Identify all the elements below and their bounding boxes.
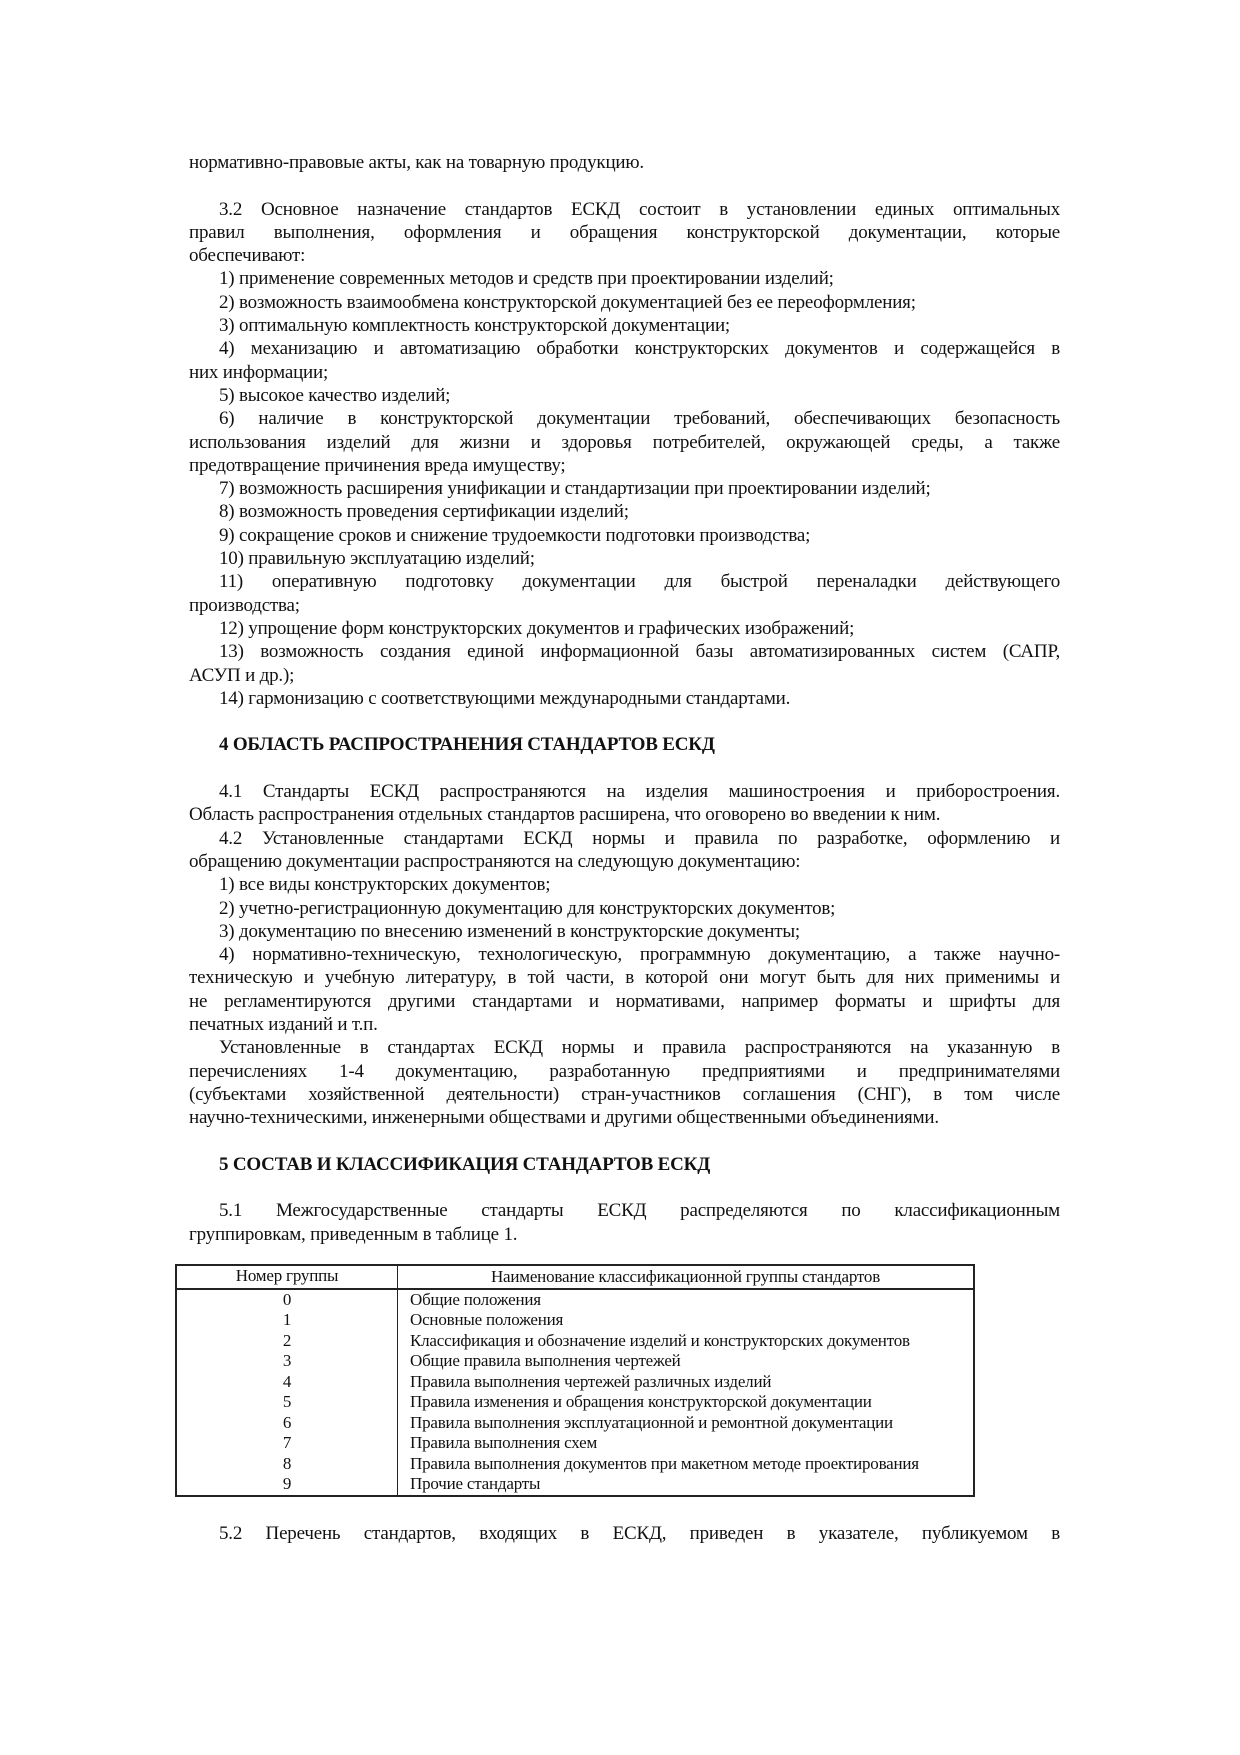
list-item: [189, 384, 1060, 407]
table-row: [176, 1289, 974, 1311]
paragraph-line: Установленные в стандартах ЕСКД нормы и правила распространяются на указанную в: [219, 1037, 1060, 1059]
paragraph-line: 3) документацию по внесению изменений в конструкторские документы;: [219, 920, 800, 942]
paragraph-line: печатных изданий и т.п.: [189, 1013, 378, 1035]
table-header-row: [176, 1265, 974, 1289]
table-row: [176, 1310, 974, 1331]
classification-table: [175, 1264, 975, 1497]
section-heading-5: 5 СОСТАВ И КЛАССИФИКАЦИЯ СТАНДАРТОВ ЕСКД: [219, 1153, 711, 1175]
group-name-cell: Правила выполнения эксплуатационной и ремонтной документации: [410, 1412, 893, 1432]
paragraph-line: производства;: [189, 594, 300, 616]
paragraph-line: 14) гармонизацию с соответствующими международными стандартами.: [219, 687, 791, 709]
paragraph-line: обеспечивают:: [189, 245, 306, 267]
table-header-cell: Номер группы: [176, 1265, 398, 1289]
list-item: [189, 547, 1060, 570]
paragraph-line: 2) возможность взаимообмена конструкторской документацией без ее переоформления;: [219, 291, 916, 313]
paragraph-line: 5.1 Межгосударственные стандарты ЕСКД распределяются по классификационным: [219, 1200, 1060, 1222]
paragraph-line: (субъектами хозяйственной деятельности) стран-участников соглашения (СНГ), в том числе: [189, 1083, 1060, 1105]
paragraph: [189, 780, 1060, 827]
paragraph-line: научно-техническими, инженерными обществами и другими общественными объединениями.: [189, 1107, 939, 1129]
list-item: [189, 524, 1060, 547]
group-number-cell: 8: [176, 1454, 398, 1475]
paragraph-line: правил выполнения, оформления и обращения конструкторской документации, которые: [189, 221, 1060, 243]
table-row: [176, 1392, 974, 1413]
paragraph-line: 10) правильную эксплуатацию изделий;: [219, 548, 535, 570]
paragraph-line: 4.1 Стандарты ЕСКД распространяются на изделия машиностроения и приборостроения.: [219, 781, 1060, 803]
blank-line: [189, 1176, 1060, 1199]
paragraph-line: них информации;: [189, 361, 329, 383]
paragraph-line: 8) возможность проведения сертификации изделий;: [219, 501, 629, 523]
paragraph-line: 12) упрощение форм конструкторских документов и графических изображений;: [219, 617, 855, 639]
blank-line: [189, 710, 1060, 733]
paragraph-line: 5) высокое качество изделий;: [219, 384, 451, 406]
paragraph: [189, 897, 1060, 920]
list-item: [189, 477, 1060, 500]
group-number-cell: 7: [176, 1433, 398, 1454]
paragraph-line: не регламентируются другими стандартами и нормативами, например форматы и шрифты для: [189, 990, 1060, 1012]
list-item: [189, 407, 1060, 477]
list-item: [189, 617, 1060, 640]
list-item: [189, 337, 1060, 384]
group-number-cell: 2: [176, 1331, 398, 1352]
table-row: [176, 1474, 974, 1496]
list-item: [189, 314, 1060, 337]
group-number-cell: 3: [176, 1351, 398, 1372]
paragraph: [189, 873, 1060, 896]
paragraph-line: АСУП и др.);: [189, 664, 295, 686]
table-row: [176, 1413, 974, 1434]
group-number-cell: 5: [176, 1392, 398, 1413]
paragraph-line: 1) все виды конструкторских документов;: [219, 874, 551, 896]
paragraph-line: 4.2 Установленные стандартами ЕСКД нормы и правила по разработке, оформлению и: [219, 827, 1060, 849]
blank-line: [189, 174, 1060, 197]
group-name-cell: Правила выполнения схем: [410, 1433, 598, 1453]
paragraph-line: использования изделий для жизни и здоровья потребителей, окружающей среды, а также: [189, 431, 1060, 453]
paragraph-line: 7) возможность расширения унификации и стандартизации при проектировании изделий;: [219, 478, 931, 500]
paragraph-5-1: [189, 1199, 1060, 1246]
paragraph-line: 1) применение современных методов и средств при проектировании изделий;: [219, 268, 834, 290]
paragraph-line: 4) нормативно-техническую, технологическую, программную документацию, а также научно-: [219, 944, 1060, 966]
blank-line: [189, 757, 1060, 780]
group-number-cell: 0: [176, 1289, 398, 1311]
group-number-cell: 6: [176, 1413, 398, 1434]
paragraph-line: 2) учетно-регистрационную документацию для конструкторских документов;: [219, 897, 836, 919]
group-name-cell: Правила выполнения документов при макетном методе проектирования: [410, 1453, 919, 1473]
paragraph: [189, 827, 1060, 874]
paragraph-line: 3) оптимальную комплектность конструкторской документации;: [219, 315, 731, 337]
list-item: [189, 570, 1060, 617]
list-item: [189, 267, 1060, 290]
paragraph: [189, 943, 1060, 1036]
list-item: [189, 500, 1060, 523]
paragraph-line: 5.2 Перечень стандартов, входящих в ЕСКД, приведен в указателе, публикуемом в: [219, 1522, 1060, 1544]
group-name-cell: Общие правила выполнения чертежей: [410, 1351, 681, 1371]
paragraph-line: нормативно-правовые акты, как на товарную продукцию.: [189, 152, 644, 173]
list-item: [189, 291, 1060, 314]
paragraph-5-2: [189, 1522, 1060, 1545]
table-row: [176, 1351, 974, 1372]
document-page: [189, 151, 1060, 1545]
paragraph-line: 4) механизацию и автоматизацию обработки конструкторских документов и содержащейся в: [219, 338, 1060, 360]
table-row: [176, 1454, 974, 1475]
paragraph-line: 6) наличие в конструкторской документации требований, обеспечивающих безопасность: [219, 408, 1060, 430]
paragraph-line: группировкам, приведенным в таблице 1.: [189, 1223, 518, 1245]
group-name-cell: Прочие стандарты: [410, 1474, 541, 1494]
paragraph: [189, 920, 1060, 943]
group-name-cell: Классификация и обозначение изделий и конструкторских документов: [410, 1330, 910, 1350]
table-row: [176, 1331, 974, 1352]
paragraph-line: 3.2 Основное назначение стандартов ЕСКД состоит в установлении единых оптимальных: [219, 198, 1060, 220]
paragraph: [189, 1036, 1060, 1129]
paragraph-line: 9) сокращение сроков и снижение трудоемкости подготовки производства;: [219, 524, 811, 546]
group-name-cell: Правила выполнения чертежей различных изделий: [410, 1371, 772, 1391]
group-name-cell: Основные положения: [410, 1310, 564, 1330]
group-number-cell: 9: [176, 1474, 398, 1496]
list-item: [189, 640, 1060, 687]
group-number-cell: 4: [176, 1372, 398, 1393]
paragraph-line: перечислениях 1-4 документацию, разработанную предприятиями и предпринимателями: [189, 1060, 1060, 1082]
group-number-cell: 1: [176, 1310, 398, 1331]
paragraph-3-2: [189, 198, 1060, 268]
paragraph-line: техническую и учебную литературу, в той части, в которой они могут быть для них применимы и: [189, 967, 1060, 989]
group-name-cell: Правила изменения и обращения конструкторской документации: [410, 1392, 872, 1412]
intro-paragraph: [189, 151, 1060, 174]
paragraph-line: обращению документации распространяются на следующую документацию:: [189, 850, 801, 872]
table-header-cell: Наименование классификационной группы стандартов: [398, 1265, 975, 1289]
blank-line: [189, 1129, 1060, 1152]
paragraph-line: 11) оперативную подготовку документации для быстрой переналадки действующего: [219, 571, 1060, 593]
list-item: [189, 687, 1060, 710]
paragraph-line: 13) возможность создания единой информационной базы автоматизированных систем (САПР,: [219, 641, 1060, 663]
section-heading-4: 4 ОБЛАСТЬ РАСПРОСТРАНЕНИЯ СТАНДАРТОВ ЕСКД: [219, 734, 715, 756]
table-row: [176, 1372, 974, 1393]
group-name-cell: Общие положения: [410, 1289, 541, 1309]
paragraph-line: Область распространения отдельных стандартов расширена, что оговорено во введении к ним.: [189, 804, 941, 826]
table-row: [176, 1433, 974, 1454]
paragraph-line: предотвращение причинения вреда имуществу;: [189, 454, 566, 476]
